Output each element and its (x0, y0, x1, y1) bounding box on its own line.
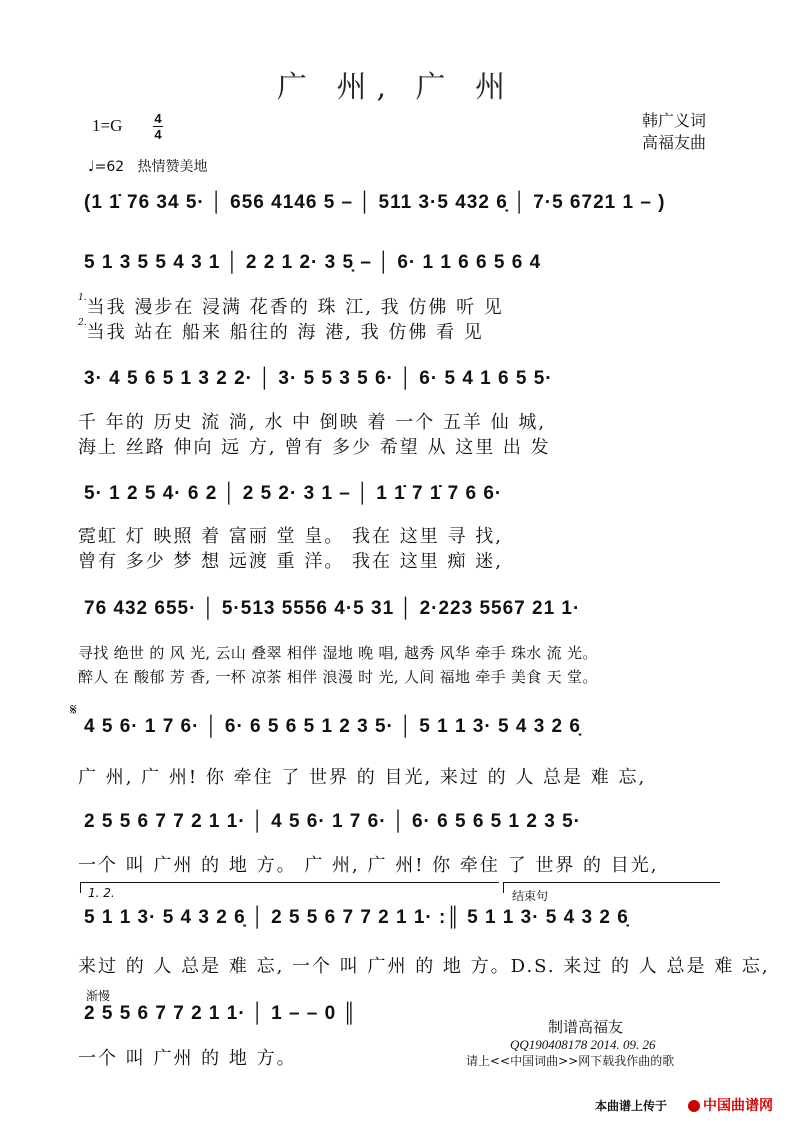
lyric-line-5b: 醉人 在 酸郁 芳 香, 一杯 凉茶 相伴 浪漫 时 光, 人间 福地 牵手 美食 天 堂。 (78, 668, 598, 686)
key-signature: 1=G (92, 116, 123, 135)
notation-line-9: 2 5 5 6 7 7 2 1 1· │ 1 – – 0 ║ (84, 1003, 357, 1024)
lyric-text: 当我 漫步在 浸满 花香的 珠 江, 我 仿佛 听 见 (86, 297, 504, 318)
lyric-line-3b: 海上 丝路 伸向 远 方, 曾有 多少 希望 从 这里 出 发 (78, 437, 551, 458)
meter-top: 4 (154, 111, 162, 126)
lyric-line-5a: 寻找 绝世 的 风 光, 云山 叠翠 相伴 湿地 晚 唱, 越秀 风华 牵手 珠水 流 光。 (78, 644, 598, 662)
lyric-line-2a: $^{1.}$当我 漫步在 浸满 花香的 珠 江, 我 仿佛 听 见 (78, 293, 504, 318)
lyric-text: 当我 站在 船来 船往的 海 港, 我 仿佛 看 见 (86, 322, 484, 343)
song-title: 广 州, 广 州 (276, 70, 516, 105)
site-logo[interactable] (688, 1095, 773, 1115)
notation-line-1: (1 1̇ 76 34 5· │ 656 4146 5 – │ 511 3·5 432 6̣ │ 7·5 6721 1 – ) (84, 192, 666, 213)
tempo-marking (88, 156, 208, 176)
notation-line-5: 76 432 655· │ 5·513 5556 4·5 31 │ 2·223 5567 21 1· (84, 598, 581, 619)
segno-sign: 𝄋 (70, 700, 77, 719)
lyric-line-6: 广 州, 广 州! 你 牵住 了 世界 的 目光, 来过 的 人 总是 难 忘, (78, 767, 647, 788)
lyricist-credit: 韩广义词 (641, 111, 706, 130)
tempo-expression: 热情赞美地 (137, 159, 208, 175)
lyric-line-8: 来过 的 人 总是 难 忘, 一个 叫 广州 的 地 方。D.S. 来过 的 人 总是 难 忘, (78, 956, 770, 977)
lyric-line-4b: 曾有 多少 梦 想 远渡 重 洋。 我在 这里 痴 迷, (78, 551, 503, 572)
time-signature (153, 112, 163, 141)
logo-icon (688, 1100, 700, 1112)
composer-credit: 高福友曲 (641, 133, 706, 152)
volta-bracket (80, 882, 499, 893)
volta-label: 1. 2. (88, 886, 115, 900)
lyric-line-3a: 千 年的 历史 流 淌, 水 中 倒映 着 一个 五羊 仙 城, (78, 412, 547, 433)
tempo-bpm: ♩=62 (88, 159, 125, 175)
lyric-line-7: 一个 叫 广州 的 地 方。 广 州, 广 州! 你 牵住 了 世界 的 目光, (78, 855, 659, 876)
download-note: 请上<<中国词曲>>网下载我作曲的歌 (466, 1054, 675, 1068)
notation-line-6: 4 5 6· 1 7 6· │ 6· 6 5 6 5 1 2 3 5· │ 5 1 1 3· 5 4 3 2 6̣ (84, 716, 581, 737)
notator-credit: 制谱高福友 (548, 1018, 624, 1036)
upload-label: 本曲谱上传于 (595, 1099, 668, 1113)
tempo-change: 渐慢 (86, 989, 111, 1003)
notation-line-4: 5· 1 2 5 4· 6 2 │ 2 5 2· 3 1 – │ 1 1̇ 7 1̇ 7 6 6· (84, 483, 503, 504)
notation-line-3: 3· 4 5 6 5 1 3 2 2· │ 3· 5 5 3 5 6· │ 6· 5 4 1 6 5 5· (84, 368, 553, 389)
ending-label: 结束句 (512, 889, 549, 903)
lyric-line-9: 一个 叫 广州 的 地 方。 (78, 1048, 297, 1069)
meter-bottom: 4 (154, 127, 162, 142)
contact-info: QQ190408178 2014. 09. 26 (510, 1037, 656, 1052)
notation-line-7: 2 5 5 6 7 7 2 1 1· │ 4 5 6· 1 7 6· │ 6· 6 5 6 5 1 2 3 5· (84, 811, 581, 832)
lyric-line-2b: $^{2.}$当我 站在 船来 船往的 海 港, 我 仿佛 看 见 (78, 318, 484, 343)
notation-line-2: 5 1 3 5 5 4 3 1 │ 2 2 1 2· 3 5̣ – │ 6· 1 1 6 6 5 6 4 (84, 252, 542, 273)
notation-line-8: 5 1 1 3· 5 4 3 2 6̣ │ 2 5 5 6 7 7 2 1 1· :║ 5 1 1 3· 5 4 3 2 6̣ (84, 907, 629, 928)
site-name: 中国曲谱网 (703, 1098, 773, 1114)
lyric-line-4a: 霓虹 灯 映照 着 富丽 堂 皇。 我在 这里 寻 找, (78, 526, 503, 547)
